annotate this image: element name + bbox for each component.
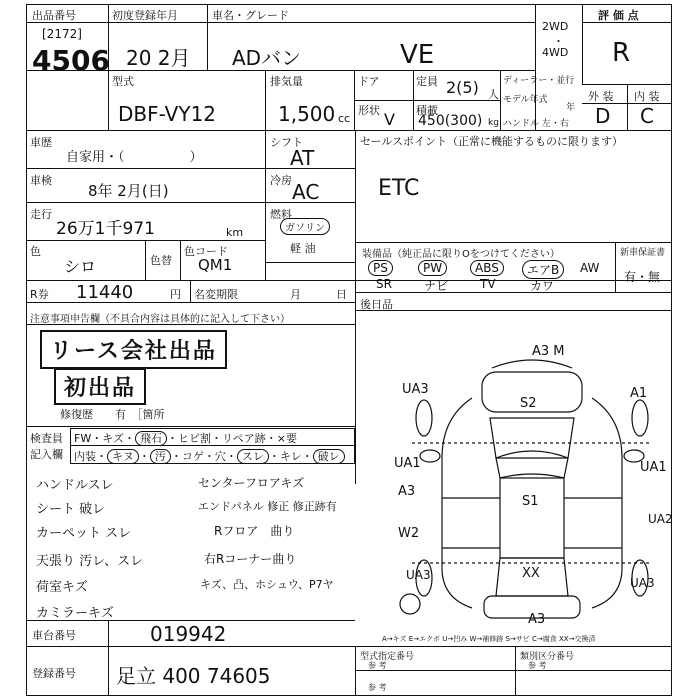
color-code-value: QM1 xyxy=(198,256,233,274)
entry-label: 記入欄 xyxy=(30,448,63,461)
hw-right-2: エンドパネル 修正 修正跡有 xyxy=(198,500,337,513)
fuel-label: 燃料 xyxy=(270,208,292,221)
door-value: V xyxy=(384,110,395,129)
exterior-value: D xyxy=(595,104,611,128)
inspection-label: 車検 xyxy=(30,174,52,187)
equip-abs: ABS xyxy=(470,260,504,276)
hw-left-5: 荷室キズ xyxy=(36,580,88,595)
handle-label: ハンドル 左・右 xyxy=(503,119,569,129)
dmg-label-8: S1 xyxy=(522,494,539,509)
warranty-value: 有・無 xyxy=(624,270,661,284)
shift-label: シフト xyxy=(270,136,303,149)
model-designation-label: 型式指定番号 xyxy=(360,652,415,662)
drive-sep: ・ xyxy=(553,35,564,48)
dmg-label-1: A3 M xyxy=(532,344,565,359)
recycle-unit: 円 xyxy=(170,288,181,301)
dmg-label-7: A3 xyxy=(398,484,416,499)
reference-label-2: 参 考 xyxy=(528,661,547,670)
mileage-unit: km xyxy=(226,226,244,239)
model-label: 型式 xyxy=(112,75,134,88)
drive-4wd: 4WD xyxy=(542,46,569,59)
sales-point-value: ETC xyxy=(378,176,420,201)
hw-left-1: ハンドルスレ xyxy=(36,478,114,493)
dmg-label-12: XX xyxy=(522,566,540,581)
notes-label: 注意事項申告欄（不具合内容は具体的に記入して下さい） xyxy=(30,314,290,325)
reference-label-1: 参 考 xyxy=(368,661,387,670)
dmg-label-13: UA3 xyxy=(630,576,655,590)
dmg-label-3: A1 xyxy=(630,386,648,401)
hw-right-4: 右Rコーナー曲り xyxy=(204,552,297,566)
mileage-value: 26万1千971 xyxy=(56,219,155,239)
name-change-label: 名変期限 xyxy=(194,288,238,301)
hw-right-5: キズ、凸、ホシュウ、P7ヤ xyxy=(200,578,334,591)
dmg-label-6: UA1 xyxy=(640,460,667,475)
door-label: ドア xyxy=(358,75,380,88)
grade-value: VE xyxy=(400,40,435,70)
equip-airbag: エアB xyxy=(522,260,564,279)
dmg-label-5: UA1 xyxy=(394,456,421,471)
equip-ps: PS xyxy=(368,260,393,276)
reg-label: 登録番号 xyxy=(32,667,76,680)
hw-right-3: Rフロア 曲り xyxy=(214,524,295,538)
recycle-value: 11440 xyxy=(76,282,134,303)
damage-legend: A→キズ E→エクボ U→凹み W→補修跡 S→サビ C→腐食 XX→交換済 xyxy=(382,635,596,643)
aircon-value: AC xyxy=(292,180,320,204)
dmg-label-14: A3 xyxy=(528,612,546,627)
load-unit: kg xyxy=(488,118,499,128)
chassis-value: 019942 xyxy=(150,622,227,646)
color-label: 色 xyxy=(30,245,41,258)
mileage-label: 走行 xyxy=(30,208,52,221)
inspection-value: 8年 2月(日) xyxy=(88,182,169,200)
hw-left-2: シート 破レ xyxy=(36,502,106,517)
check-row-2: 内装・ キヌ ・ 汚 ・コゲ・穴・ スレ ・キレ・ 破レ xyxy=(74,448,345,464)
dealer-label: ディーラー・並行 xyxy=(503,76,575,86)
load-label: 積載 xyxy=(416,104,438,117)
score-value: R xyxy=(612,38,631,68)
displacement-label: 排気量 xyxy=(270,75,303,88)
color-value: シロ xyxy=(64,257,97,276)
chassis-label: 車台番号 xyxy=(32,629,76,642)
dmg-label-9: UA2 xyxy=(648,512,673,526)
exterior-label: 外 装 xyxy=(588,90,614,103)
aircon-label: 冷房 xyxy=(270,174,292,187)
inspector-label: 検査員 xyxy=(30,432,63,445)
capacity-label: 定員 xyxy=(416,75,438,88)
car-name-value: ADバン xyxy=(232,46,302,70)
interior-label: 内 装 xyxy=(634,90,660,103)
score-label: 評 価 点 xyxy=(598,9,639,22)
sales-point-label: セールスポイント（正常に機能するものに限ります） xyxy=(360,135,624,148)
repair-label: 修復歴 有 ［箇所 xyxy=(60,408,165,421)
displacement-unit: cc xyxy=(338,112,351,125)
hw-right-1: センターフロアキズ xyxy=(198,476,305,490)
car-name-label: 車名・グレード xyxy=(212,9,289,22)
load-value: 450(300) xyxy=(418,113,483,129)
equip-aw: AW xyxy=(580,261,600,275)
interior-value: C xyxy=(640,104,654,128)
capacity-unit: 人 xyxy=(488,88,499,101)
displacement-value: 1,500 xyxy=(278,102,336,126)
equip-leather: カワ xyxy=(530,279,555,293)
hw-left-4: 天張り 汚レ、スレ xyxy=(36,554,144,569)
lot-number: 4506 xyxy=(32,44,110,77)
shift-value: AT xyxy=(290,146,315,170)
dmg-label-11: UA3 xyxy=(406,568,431,582)
reg-value: 足立 400 74605 xyxy=(116,664,271,688)
stamp-first: 初出品 xyxy=(54,368,146,405)
first-reg-value: 20 2月 xyxy=(126,46,191,70)
history-value: 自家用・（ ） xyxy=(66,150,203,165)
shape-label: 形状 xyxy=(358,104,380,117)
reference-label-3: 参 考 xyxy=(368,683,387,692)
category-label: 類別区分番号 xyxy=(520,652,575,662)
fuel-gas: ガソリン xyxy=(280,218,330,235)
lot-code: [2172] xyxy=(42,27,82,41)
day-label: 日 xyxy=(336,288,347,301)
dmg-label-2: UA3 xyxy=(402,382,429,397)
month-label: 月 xyxy=(290,288,301,301)
equip-navi: ナビ xyxy=(424,279,449,293)
check-row-1: FW・キズ・ 飛石 ・ヒビ割・リペア跡・×要 xyxy=(74,432,297,445)
rear-seat-label: 後日品 xyxy=(360,298,393,311)
dmg-label-4: S2 xyxy=(520,396,537,411)
lot-label: 出品番号 xyxy=(32,9,76,22)
hw-left-3: カーペット スレ xyxy=(36,526,132,541)
model-value: DBF-VY12 xyxy=(118,102,217,126)
color-change-label: 色替 xyxy=(150,254,172,267)
fuel-diesel: 軽 油 xyxy=(290,242,316,255)
warranty-label: 新車保証書 xyxy=(620,248,666,258)
equip-sr: SR xyxy=(376,277,392,291)
equip-pw: PW xyxy=(418,260,447,276)
color-code-label: 色コード xyxy=(184,245,228,258)
equipment-label: 装備品（純正品に限りOをつけてください） xyxy=(362,249,560,260)
dmg-label-10: W2 xyxy=(398,526,420,541)
first-reg-label: 初度登録年月 xyxy=(112,9,178,22)
history-label: 車歴 xyxy=(30,136,52,149)
recycle-label: R券 xyxy=(30,288,49,301)
equip-tv: TV xyxy=(480,277,496,291)
hw-left-6: カミラーキズ xyxy=(36,606,114,621)
model-year-label: モデル年式 xyxy=(503,95,548,105)
stamp-lease: リース会社出品 xyxy=(40,330,227,369)
year-unit: 年 xyxy=(566,103,576,113)
drive-2wd: 2WD xyxy=(542,20,569,33)
capacity-value: 2(5) xyxy=(446,78,479,97)
